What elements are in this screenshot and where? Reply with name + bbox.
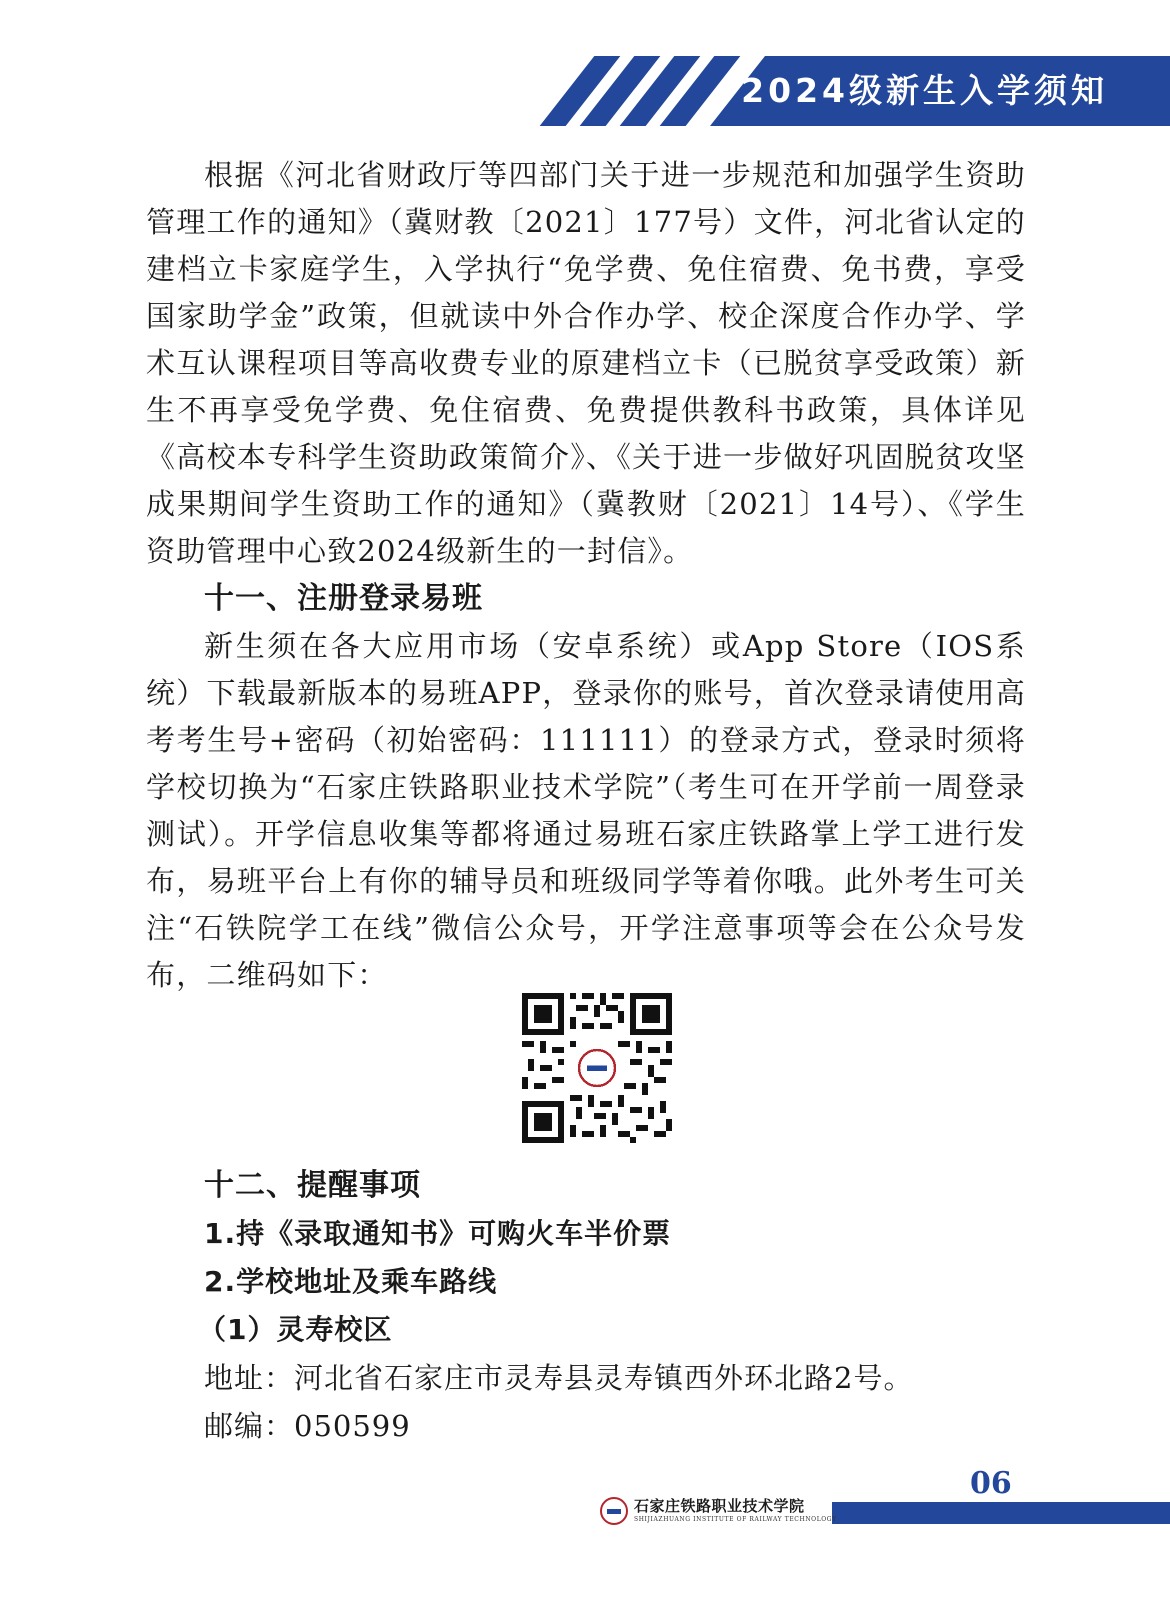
school-logo-icon	[600, 1497, 628, 1525]
school-name-en: SHIJIAZHUANG INSTITUTE OF RAILWAY TECHNOLOGY	[634, 1516, 837, 1523]
page-number: 06	[970, 1466, 1012, 1501]
wechat-qr-code-icon	[522, 993, 672, 1143]
reminder-item-1: 1.持《录取通知书》可购火车半价票	[204, 1217, 672, 1250]
reminder-item-2: 2.学校地址及乘车路线	[204, 1265, 498, 1298]
page-content	[146, 152, 1026, 999]
campus-address: 地址：河北省石家庄市灵寿县灵寿镇西外环北路2号。	[204, 1361, 914, 1395]
footer-bar	[832, 1502, 1170, 1524]
campus-heading: （1）灵寿校区	[198, 1313, 393, 1346]
section-11-heading: 十一、注册登录易班	[204, 581, 483, 616]
page-header	[555, 56, 1170, 126]
intro-paragraph: 根据《河北省财政厅等四部门关于进一步规范和加强学生资助管理工作的通知》（冀财教〔2021〕177号）文件，河北省认定的建档立卡家庭学生，入学执行“免学费、免住宿费、免书费，享受国家助学金”政策，但就读中外合作办学、校企深度合作办学、学术互认课程项目等高收费专业的原建档立卡（已脱贫享受政策）新生不再享受免学费、免住宿费、免费提供教科书政策，具体详见《高校本专科学生资助政策简介》、《关于进一步做好巩固脱贫攻坚成果期间学生资助工作的通知》（冀教财〔2021〕14号）、《学生资助管理中心致2024级新生的一封信》。	[146, 158, 1026, 568]
header-title: 2024级新生入学须知	[741, 71, 1108, 110]
school-name-cn: 石家庄铁路职业技术学院	[634, 1497, 805, 1515]
section-11-paragraph: 新生须在各大应用市场（安卓系统）或App Store（IOS系统）下载最新版本的易班APP，登录你的账号，首次登录请使用高考考生号+密码（初始密码：111111）的登录方式，登录时须将学校切换为“石家庄铁路职业技术学院”（考生可在开学前一周登录测试）。开学信息收集等都将通过易班石家庄铁路掌上学工进行发布，易班平台上有你的辅导员和班级同学等着你哦。此外考生可关注“石铁院学工在线”微信公众号，开学注意事项等会在公众号发布，二维码如下：	[146, 629, 1026, 992]
section-12	[146, 1162, 1026, 1450]
footer-school-logo	[600, 1495, 836, 1529]
campus-postcode: 邮编：050599	[204, 1409, 411, 1443]
section-12-heading: 十二、提醒事项	[204, 1168, 421, 1203]
